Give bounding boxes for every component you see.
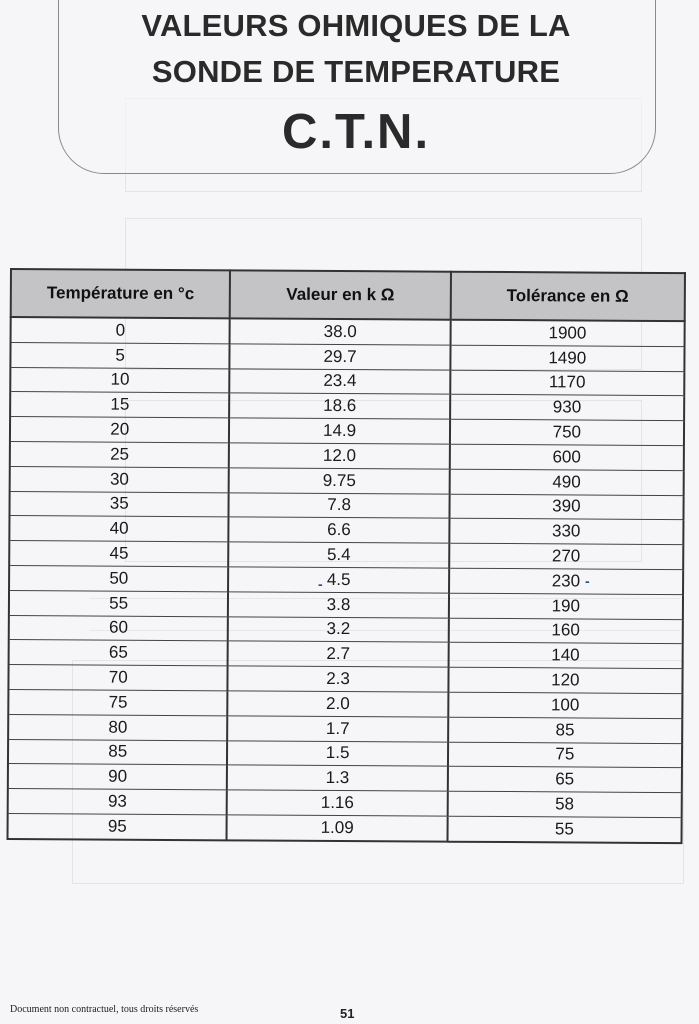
cell-tolerance: 160 (448, 618, 682, 644)
cell-tolerance: 65 (447, 767, 681, 793)
cell-temperature: 70 (8, 665, 228, 691)
cell-tolerance: 85 (448, 717, 682, 743)
table-header-row (11, 269, 685, 321)
cell-resistance: 5.4 (229, 542, 449, 568)
cell-temperature: 10 (10, 367, 230, 393)
cell-tolerance: 270 (449, 543, 683, 569)
cell-tolerance: 120 (448, 667, 682, 693)
title-ctn: C.T.N. (281, 105, 431, 159)
cell-temperature: 25 (10, 441, 230, 467)
cell-resistance: 2.0 (228, 691, 448, 717)
cell-tolerance: 390 (449, 494, 683, 520)
cell-tolerance: 230 (449, 568, 683, 594)
cell-tolerance: 600 (449, 444, 683, 470)
cell-tolerance: 1490 (450, 345, 684, 371)
cell-temperature: 5 (10, 342, 230, 368)
cell-tolerance: 490 (449, 469, 683, 495)
cell-temperature: 95 (8, 813, 228, 840)
page-number: 51 (340, 1006, 355, 1021)
cell-resistance: 29.7 (230, 344, 450, 370)
table-row (8, 813, 682, 842)
cell-resistance: 2.7 (228, 641, 448, 667)
cell-resistance: 1.09 (227, 815, 447, 842)
pen-mark-right: - (585, 573, 590, 589)
cell-resistance: 1.3 (227, 765, 447, 791)
cell-resistance: 4.5 (228, 567, 448, 593)
cell-resistance: 1.7 (228, 716, 448, 742)
cell-temperature: 85 (8, 739, 228, 765)
cell-tolerance: 750 (450, 419, 684, 445)
cell-resistance: 38.0 (230, 318, 450, 345)
cell-tolerance: 190 (449, 593, 683, 619)
table-body (8, 317, 685, 843)
cell-temperature: 90 (8, 764, 228, 790)
title-line-1: VALEURS OHMIQUES DE LA (141, 8, 571, 43)
cell-resistance: 3.2 (228, 616, 448, 642)
cell-resistance: 12.0 (229, 443, 449, 469)
cell-temperature: 35 (9, 491, 229, 517)
cell-resistance: 9.75 (229, 468, 449, 494)
cell-temperature: 45 (9, 541, 229, 567)
cell-resistance: 6.6 (229, 517, 449, 543)
cell-temperature: 50 (9, 565, 229, 591)
cell-tolerance: 930 (450, 395, 684, 421)
cell-resistance: 2.3 (228, 666, 448, 692)
header-temperature: Température en °c (11, 269, 231, 318)
cell-tolerance: 55 (447, 816, 681, 843)
cell-resistance: 14.9 (229, 418, 449, 444)
cell-temperature: 20 (10, 417, 230, 443)
cell-resistance: 18.6 (230, 393, 450, 419)
cell-tolerance: 1900 (450, 320, 684, 347)
cell-resistance: 1.16 (227, 790, 447, 816)
header-tolerance: Tolérance en Ω (450, 272, 685, 321)
cell-temperature: 93 (8, 789, 228, 815)
cell-temperature: 15 (10, 392, 230, 418)
title-line-2: SONDE DE TEMPERATURE (151, 54, 561, 89)
cell-resistance: 3.8 (228, 592, 448, 618)
header-resistance: Valeur en k Ω (230, 270, 451, 319)
resistance-table (7, 268, 686, 844)
cell-tolerance: 58 (447, 791, 681, 817)
cell-tolerance: 140 (448, 643, 682, 669)
cell-temperature: 80 (8, 714, 228, 740)
cell-tolerance: 1170 (450, 370, 684, 396)
cell-temperature: 40 (9, 516, 229, 542)
cell-tolerance: 100 (448, 692, 682, 718)
pen-mark-left: - (318, 576, 323, 592)
cell-temperature: 30 (10, 466, 230, 492)
cell-temperature: 0 (11, 317, 231, 344)
cell-resistance: 23.4 (230, 368, 450, 394)
cell-resistance: 1.5 (227, 740, 447, 766)
footer-note: Document non contractuel, tous droits réservés (10, 1004, 199, 1015)
cell-temperature: 55 (9, 590, 229, 616)
cell-temperature: 65 (9, 640, 229, 666)
cell-resistance: 7.8 (229, 492, 449, 518)
cell-temperature: 75 (8, 689, 228, 715)
cell-tolerance: 75 (448, 742, 682, 768)
cell-temperature: 60 (9, 615, 229, 641)
cell-tolerance: 330 (449, 519, 683, 545)
